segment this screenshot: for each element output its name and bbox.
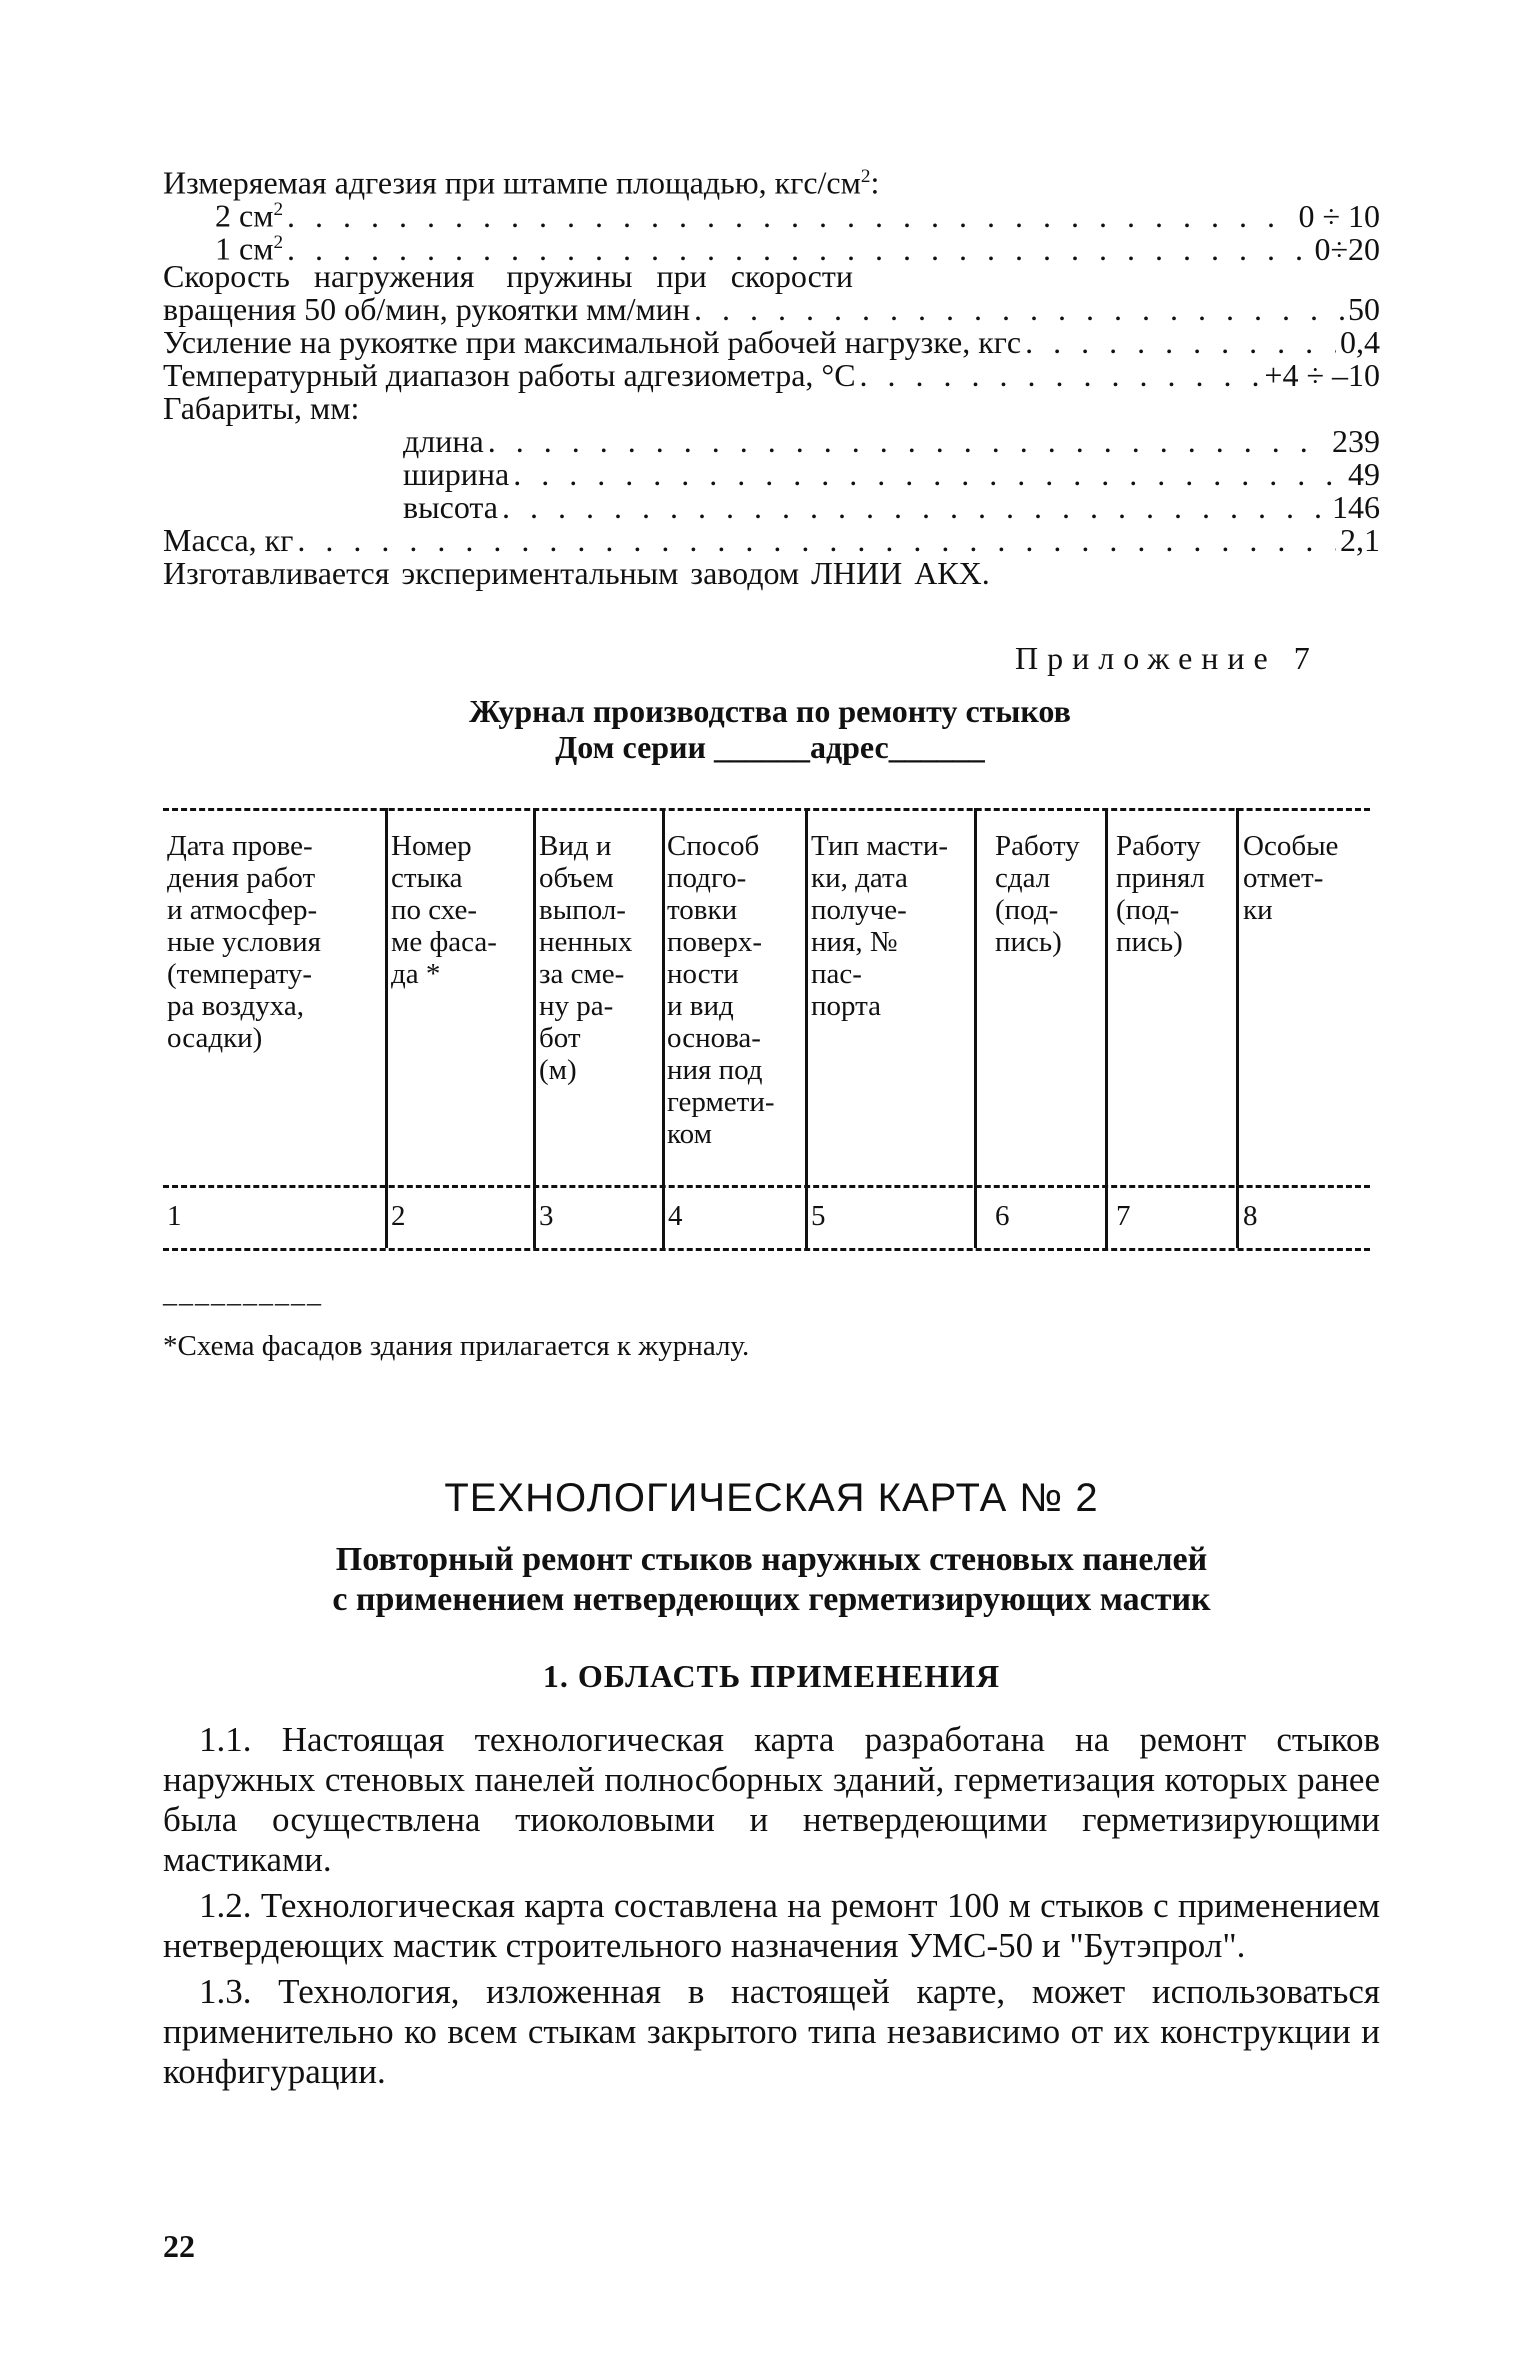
spec-value: +4 ÷ –10 <box>1264 357 1380 393</box>
journal-title: Журнал производства по ремонту стыков <box>469 693 1071 729</box>
spec-label: Усиление на рукоятке при максимальной рабочей нагрузке, кгс <box>163 324 1022 360</box>
spec-label: ширина <box>403 456 510 492</box>
spec-row-width <box>403 458 1380 491</box>
leader-dots <box>488 425 1328 458</box>
table-rule-bottom <box>163 1248 1370 1251</box>
table-header-cell: Тип масти- ки, дата получе- ния, № пас- порта <box>811 830 949 1022</box>
table-column-number: 3 <box>539 1200 554 1232</box>
footnote-rule: __________ <box>163 1278 323 1309</box>
spec-label: вращения 50 об/мин, рукоятки мм/мин <box>163 291 690 327</box>
table-header-cell: Особые отмет- ки <box>1243 830 1339 926</box>
techcard-subtitle-line-2: с применением нетвердеющих герметизирующих мастик <box>332 1581 1211 1618</box>
spec-value: 0,4 <box>1340 324 1380 360</box>
leader-dots <box>694 293 1344 326</box>
spec-value: 49 <box>1348 456 1380 492</box>
adhesion-header-tail: : <box>870 164 880 201</box>
manufacturer-note: Изготавливается экспериментальным заводом ЛНИИ АКХ. <box>163 555 990 591</box>
spec-row-mass <box>163 524 1380 557</box>
spec-row-speed <box>163 293 1380 326</box>
spec-label: Масса, кг <box>163 522 294 558</box>
column-divider <box>533 808 536 1248</box>
table-column-number: 7 <box>1116 1200 1131 1232</box>
spec-row-length <box>403 425 1380 458</box>
spec-label: длина <box>403 423 484 459</box>
column-divider <box>662 808 665 1248</box>
table-header-cell: Номер стыка по схе- ме фаса- да * <box>391 830 497 990</box>
spec-value: 239 <box>1332 423 1380 459</box>
footnote-text: *Схема фасадов здания прилагается к журналу. <box>163 1330 750 1362</box>
leader-dots <box>513 458 1344 491</box>
spec-row-height <box>403 491 1380 524</box>
journal-subtitle: Дом серии ______адрес______ <box>555 729 985 765</box>
speed-line-1: Скорость нагружения пружины при скорости <box>163 258 853 294</box>
dims-label: Габариты, мм: <box>163 390 360 426</box>
paragraph: 1.2. Технологическая карта составлена на ремонт 100 м стыков с применением нетвердеющих мастик строительного назначения УМС-50 и "Бутэпрол". <box>163 1886 1380 1965</box>
column-divider <box>805 808 808 1248</box>
table-column-number: 1 <box>167 1200 182 1232</box>
table-rule-header-bottom <box>163 1185 1370 1188</box>
spec-label: высота <box>403 489 498 525</box>
table-header-cell: Дата прове- дения работ и атмосфер- ные условия (температу- ра воздуха, осадки) <box>167 830 322 1054</box>
spec-value: 0÷20 <box>1314 230 1380 267</box>
spec-label: 1 $см^2$ <box>215 230 284 267</box>
spec-value: 146 <box>1332 489 1380 525</box>
techcard-subtitle-line-1: Повторный ремонт стыков наружных стеновых панелей <box>335 1541 1208 1578</box>
adhesion-header-sup: 2 <box>860 166 871 187</box>
table-column-number: 6 <box>995 1200 1010 1232</box>
spec-label: Температурный диапазон работы адгезиометра, °С <box>163 357 856 393</box>
column-divider <box>1105 808 1108 1248</box>
adhesion-header-text: Измеряемая адгезия при штампе площадью, кгс/см <box>163 164 861 201</box>
journal-table <box>163 808 1370 1258</box>
leader-dots <box>502 491 1328 524</box>
spec-value: 0 ÷ 10 <box>1298 197 1380 234</box>
techcard-body <box>163 1720 1380 2098</box>
spec-value: 50 <box>1348 291 1380 327</box>
spec-row-temperature <box>163 359 1380 392</box>
column-divider <box>385 808 388 1248</box>
section-title: 1. ОБЛАСТЬ ПРИМЕНЕНИЯ <box>542 1658 1001 1694</box>
page-number: 22 <box>163 2228 195 2264</box>
spec-label: 2 $см^2$ <box>215 197 284 234</box>
techcard-title: ТЕХНОЛОГИЧЕСКАЯ КАРТА № 2 <box>444 1476 1099 1520</box>
table-header-cell: Способ подго- товки поверх- ности и вид основа- ния под гермети- ком <box>667 830 775 1150</box>
paragraph: 1.3. Технология, изложенная в настоящей карте, может использоваться применительно ко всем стыкам закрытого типа независимо от их конструкции и конфигурации. <box>163 1972 1380 2091</box>
column-divider <box>1236 808 1239 1248</box>
table-column-number: 2 <box>391 1200 406 1232</box>
paragraph: 1.1. Настоящая технологическая карта разработана на ремонт стыков наружных стеновых панелей полносборных зданий, герметизация которых ранее была осуществлена тиоколовыми и нетвердеющими герметизирующими мастиками. <box>163 1720 1380 1879</box>
leader-dots <box>1025 326 1336 359</box>
spec-row-force <box>163 326 1380 359</box>
column-divider <box>974 808 977 1248</box>
leader-dots <box>297 524 1336 557</box>
table-column-number: 4 <box>668 1200 683 1232</box>
table-rule-top <box>163 808 1370 811</box>
spec-value: 2,1 <box>1340 522 1380 558</box>
table-header-cell: Работу сдал (под- пись) <box>995 830 1080 958</box>
table-column-number: 5 <box>811 1200 826 1232</box>
table-column-number: 8 <box>1243 1200 1258 1232</box>
table-header-cell: Работу принял (под- пись) <box>1116 830 1205 958</box>
table-header-cell: Вид и объем выпол- ненных за сме- ну ра- бот (м) <box>539 830 633 1086</box>
appendix-label: Приложение 7 <box>1015 640 1319 676</box>
leader-dots <box>860 359 1261 392</box>
